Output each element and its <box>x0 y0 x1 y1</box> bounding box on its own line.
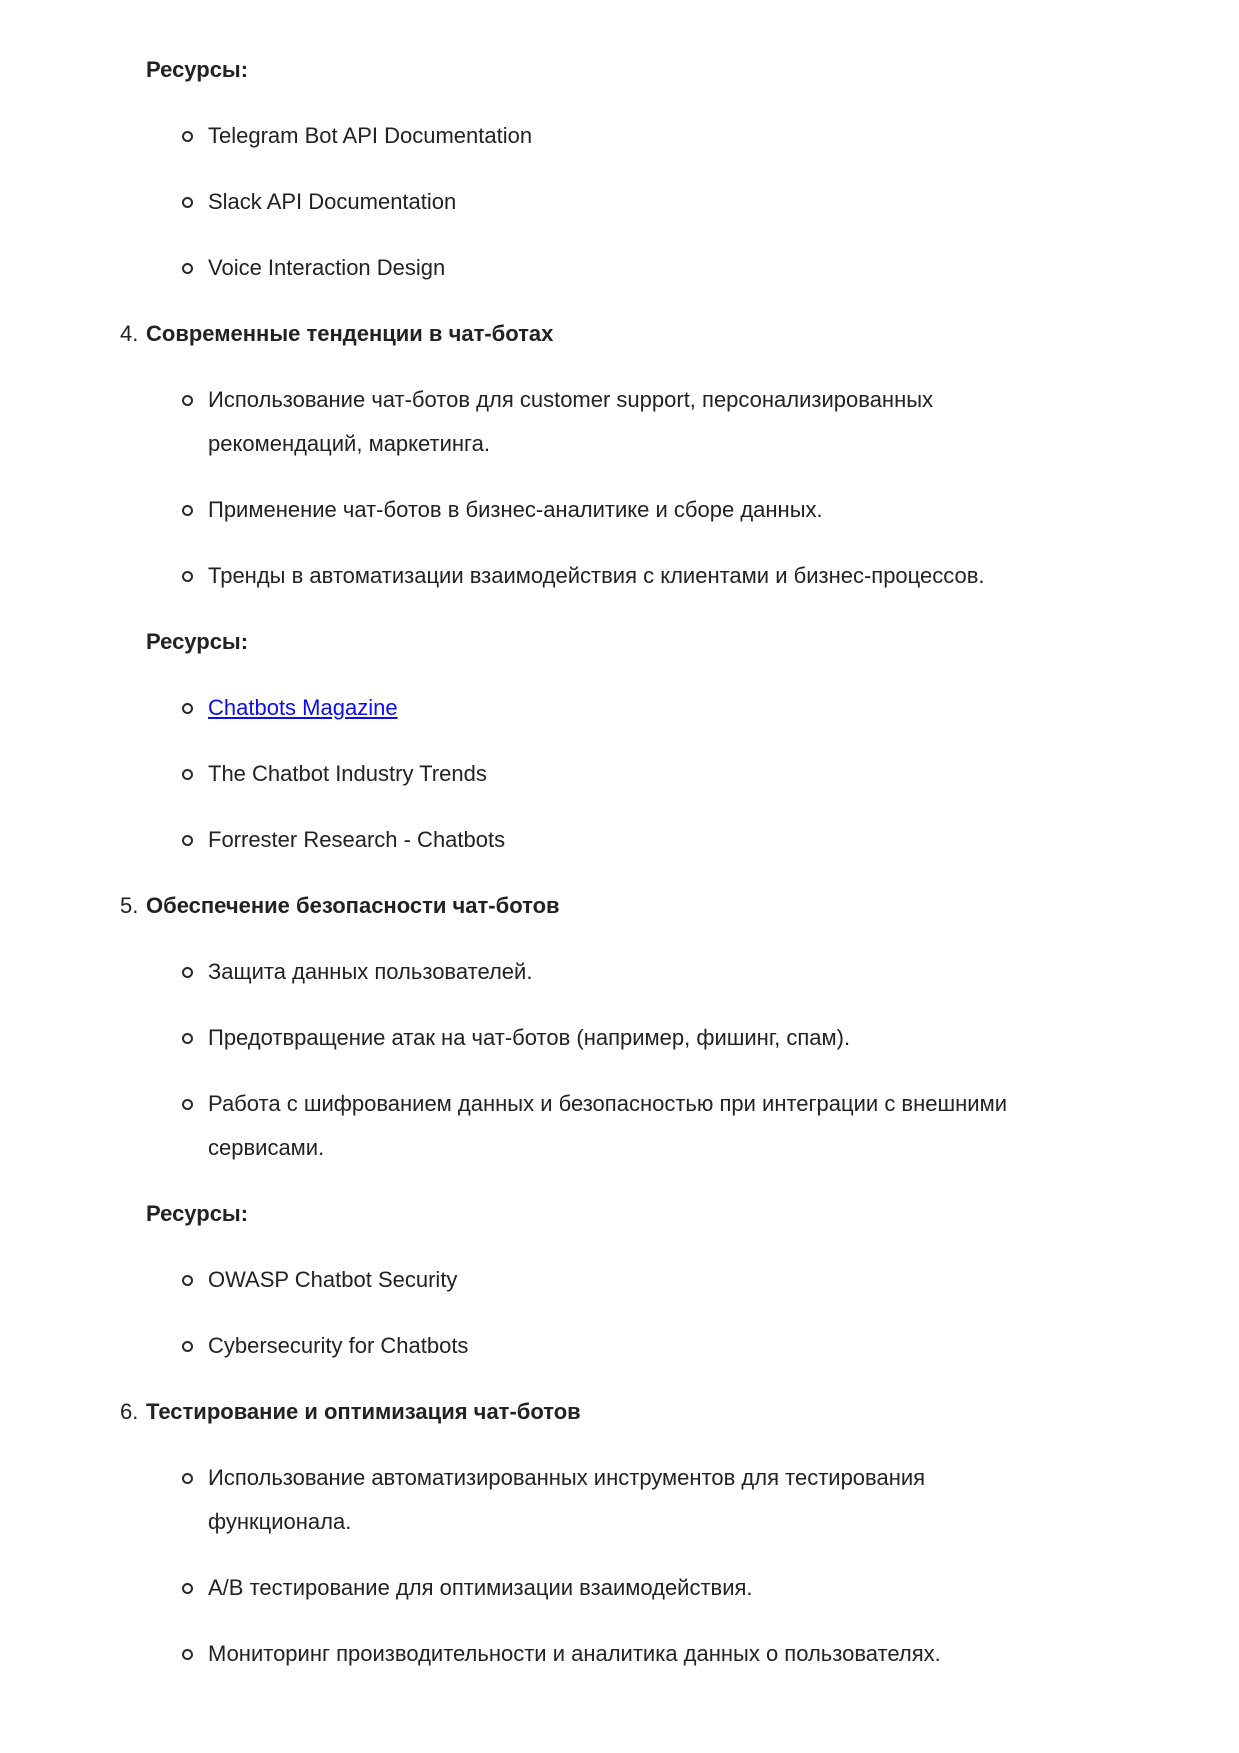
section-4 <box>120 312 1159 862</box>
chatbots-magazine-link[interactable]: Chatbots Magazine <box>208 695 398 720</box>
list-item <box>208 488 1159 532</box>
bullet-text: Использование автоматизированных инструментов для тестирования <box>208 1465 926 1490</box>
resources-list <box>208 114 1159 290</box>
resources-list <box>208 686 1159 862</box>
bullet-text: Защита данных пользователей. <box>208 959 533 984</box>
resources-heading: Ресурсы: <box>146 1201 249 1226</box>
bullet-list <box>208 1456 1159 1676</box>
resource-text: Forrester Research - Chatbots <box>208 827 506 852</box>
resource-text: The Chatbot Industry Trends <box>208 761 487 786</box>
bullet-list <box>208 378 1159 598</box>
list-item <box>208 752 1159 796</box>
list-item <box>208 1016 1159 1060</box>
section-heading <box>120 312 1159 356</box>
bullet-text: Мониторинг производительности и аналитика данных о пользователях. <box>208 1641 941 1666</box>
section-title: Обеспечение безопасности чат-ботов <box>146 893 560 918</box>
list-item <box>208 1258 1159 1302</box>
section-heading <box>120 884 1159 928</box>
list-item <box>208 1082 1159 1170</box>
list-item <box>208 1632 1159 1676</box>
resource-text: Slack API Documentation <box>208 189 457 214</box>
resource-text: Cybersecurity for Chatbots <box>208 1333 469 1358</box>
bullet-list <box>208 950 1159 1170</box>
bullet-text: A/B тестирование для оптимизации взаимодействия. <box>208 1575 753 1600</box>
bullet-text: сервисами. <box>208 1135 325 1160</box>
bullet-text: функционала. <box>208 1509 352 1534</box>
list-item <box>208 686 1159 730</box>
bullet-text: рекомендаций, маркетинга. <box>208 431 490 456</box>
list-item <box>208 1456 1159 1544</box>
list-item <box>208 818 1159 862</box>
section-title: Современные тенденции в чат-ботах <box>146 321 554 346</box>
list-item <box>208 378 1159 466</box>
section-5 <box>120 884 1159 1368</box>
resources-list <box>208 1258 1159 1368</box>
list-item <box>208 114 1159 158</box>
resource-text: Voice Interaction Design <box>208 255 446 280</box>
bullet-text: Предотвращение атак на чат-ботов (например, фишинг, спам). <box>208 1025 851 1050</box>
section-title: Тестирование и оптимизация чат-ботов <box>146 1399 581 1424</box>
list-item <box>208 246 1159 290</box>
section-number: 6. <box>120 1399 139 1424</box>
resources-heading: Ресурсы: <box>146 629 249 654</box>
bullet-text: Работа с шифрованием данных и безопасностью при интеграции с внешними <box>208 1091 1008 1116</box>
bullet-text: Применение чат-ботов в бизнес-аналитике и сборе данных. <box>208 497 823 522</box>
resource-text: OWASP Chatbot Security <box>208 1267 458 1292</box>
list-item <box>208 554 1159 598</box>
section-number: 5. <box>120 893 139 918</box>
list-item <box>208 1324 1159 1368</box>
bullet-text: Использование чат-ботов для customer support, персонализированных <box>208 387 934 412</box>
resource-text: Telegram Bot API Documentation <box>208 123 533 148</box>
section-number: 4. <box>120 321 139 346</box>
section-heading <box>120 1390 1159 1434</box>
list-item <box>208 950 1159 994</box>
list-item <box>208 180 1159 224</box>
resources-block-top <box>146 48 1159 290</box>
resources-heading: Ресурсы: <box>146 57 249 82</box>
bullet-text: Тренды в автоматизации взаимодействия с клиентами и бизнес-процессов. <box>208 563 985 588</box>
section-6 <box>120 1390 1159 1676</box>
list-item <box>208 1566 1159 1610</box>
